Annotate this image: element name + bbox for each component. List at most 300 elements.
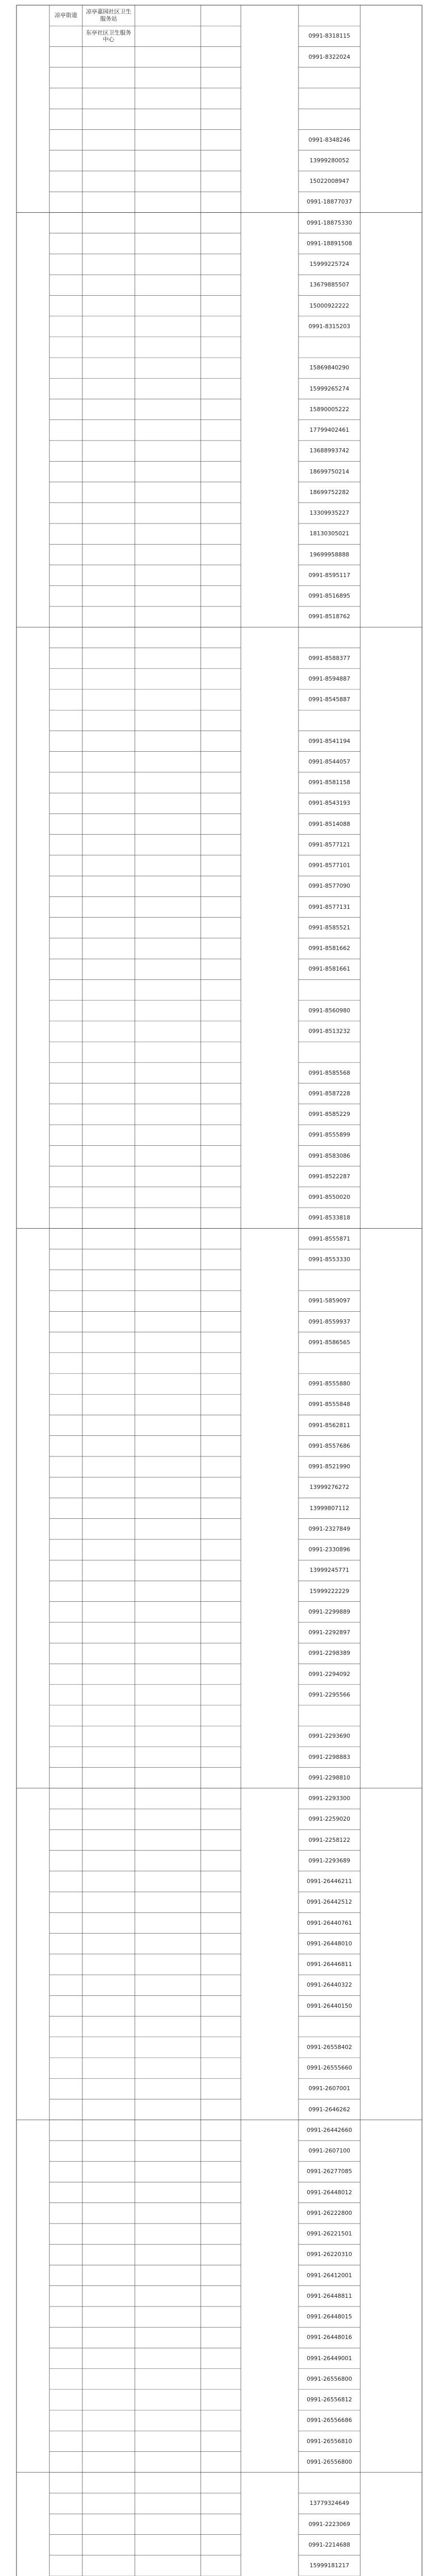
cell-site: [82, 1975, 135, 1995]
cell-street: [49, 461, 82, 482]
cell-street: [49, 689, 82, 710]
cell-phone: 0991-2298883: [308, 1753, 350, 1760]
cell-street: [49, 1768, 82, 1788]
cell-address: [135, 2555, 201, 2576]
cell-address: [135, 1415, 201, 1435]
cell-street: [49, 2348, 82, 2368]
cell-address: [135, 1001, 201, 1021]
cell-street: [49, 2120, 82, 2141]
cell-phone: 0991-2607001: [308, 2085, 350, 2092]
cell-address: [135, 1477, 201, 1498]
cell-phone: 0991-8557686: [308, 1442, 350, 1449]
cell-address: [135, 1851, 201, 1871]
cell-site: [82, 2224, 135, 2244]
cell-phone: 13999245771: [309, 1567, 349, 1574]
cell-address: [135, 2120, 201, 2141]
cell-site: [82, 1311, 135, 1332]
cell-phone: 0991-8587228: [308, 1090, 350, 1097]
cell-address: [135, 171, 201, 192]
cell-site: [82, 1726, 135, 1747]
cell-street: [49, 275, 82, 295]
cell-site: [82, 440, 135, 461]
cell-site: [82, 2369, 135, 2389]
cell-street: [49, 1581, 82, 1601]
cell-address: [135, 2327, 201, 2348]
cell-site: [82, 689, 135, 710]
cell-phone: 0991-8555848: [308, 1401, 350, 1408]
cell-phone: [298, 627, 360, 648]
cell-address: [135, 233, 201, 254]
cell-site: [82, 88, 135, 109]
cell-site: [82, 752, 135, 772]
cell-address: [135, 2389, 201, 2410]
cell-street: [49, 814, 82, 834]
cell-street: [49, 1975, 82, 1995]
cell-street: [49, 2161, 82, 2182]
cell-address: [135, 606, 201, 627]
cell-site: [82, 150, 135, 171]
cell-address: [135, 1187, 201, 1208]
cell-site: [82, 1829, 135, 1850]
cell-street: [49, 192, 82, 212]
cell-street: [49, 772, 82, 793]
cell-address: [135, 1975, 201, 1995]
cell-phone: 0991-2298810: [308, 1774, 350, 1781]
cell-site: [82, 1083, 135, 1104]
cell-phone: 0991-26448016: [307, 2334, 352, 2341]
cell-address: [135, 855, 201, 876]
cell-phone: 0991-8555899: [308, 1131, 350, 1139]
cell-address: [135, 275, 201, 295]
cell-address: [135, 2224, 201, 2244]
cell-street: [49, 1394, 82, 1415]
cell-address: [135, 1912, 201, 1933]
cell-site: [82, 1912, 135, 1933]
cell-phone: 13309935227: [309, 510, 349, 517]
cell-phone: 0991-8516895: [308, 592, 350, 600]
cell-site: [82, 275, 135, 295]
cell-street: [49, 1851, 82, 1871]
cell-site: [82, 876, 135, 896]
cell-address: [135, 378, 201, 399]
cell-site: [82, 586, 135, 606]
cell-street: [49, 2535, 82, 2555]
cell-phone: 0991-2223069: [308, 2520, 350, 2528]
cell-street: [49, 1125, 82, 1145]
cell-address: [135, 1456, 201, 1477]
cell-address: [135, 2369, 201, 2389]
cell-site: [82, 1581, 135, 1601]
cell-phone: 0991-8555871: [308, 1235, 350, 1242]
cell-phone: 15000922222: [309, 302, 349, 309]
cell-address: [135, 2307, 201, 2327]
cell-address: [135, 295, 201, 316]
cell-site: [82, 544, 135, 565]
cell-phone: 15999225724: [309, 261, 349, 268]
cell-street: [49, 959, 82, 979]
cell-street: [49, 2265, 82, 2285]
cell-phone: 0991-8533818: [308, 1214, 350, 1222]
cell-street: [49, 1249, 82, 1270]
cell-address: [135, 793, 201, 814]
cell-address: [135, 2016, 201, 2037]
cell-address: [135, 1291, 201, 1311]
cell-phone: 0991-26221501: [307, 2230, 352, 2238]
cell-address: [135, 1353, 201, 1374]
cell-phone: 0991-26556812: [307, 2396, 352, 2403]
cell-phone: 0991-26442512: [307, 1899, 352, 1906]
cell-phone: 0991-26448010: [307, 1940, 352, 1947]
cell-phone: 0991-26448012: [307, 2189, 352, 2196]
cell-phone: 0991-2259020: [308, 1816, 350, 1823]
cell-street: [49, 2555, 82, 2576]
cell-site: [82, 1125, 135, 1145]
cell-address: [135, 565, 201, 586]
cell-site: 凉亭嘉园社区卫生服务站: [86, 8, 131, 23]
cell-street: [49, 254, 82, 275]
cell-address: [135, 2099, 201, 2120]
cell-site: [82, 212, 135, 233]
cell-street: [49, 420, 82, 440]
cell-site: [82, 1062, 135, 1083]
cell-address: [135, 1519, 201, 1539]
cell-street: [49, 399, 82, 420]
cell-site: [82, 1498, 135, 1518]
cell-street: [49, 316, 82, 337]
cell-street: [49, 1871, 82, 1892]
cell-street: [49, 1311, 82, 1332]
cell-address: [135, 399, 201, 420]
cell-site: [82, 1291, 135, 1311]
cell-phone: [298, 109, 360, 129]
cell-phone: 0991-8581662: [308, 945, 350, 952]
cell-address: [135, 212, 201, 233]
cell-address: [135, 254, 201, 275]
cell-address: [135, 772, 201, 793]
cell-site: [82, 1664, 135, 1684]
cell-street: [49, 2203, 82, 2224]
cell-address: [135, 46, 201, 67]
cell-phone: 0991-5859097: [308, 1297, 350, 1304]
cell-phone: 18699750214: [309, 468, 349, 475]
cell-phone: 0991-8322024: [308, 53, 350, 60]
cell-site: [82, 1519, 135, 1539]
cell-street: [49, 2182, 82, 2202]
cell-street: [49, 523, 82, 544]
cell-site: [82, 2099, 135, 2120]
cell-site: [82, 1934, 135, 1954]
cell-address: [135, 1705, 201, 1726]
cell-site: [82, 1995, 135, 2016]
cell-address: [135, 523, 201, 544]
cell-address: [135, 67, 201, 88]
cell-phone: 0991-8577121: [308, 841, 350, 848]
cell-site: [82, 1374, 135, 1394]
cell-site: [82, 1021, 135, 1042]
cell-address: [135, 129, 201, 150]
cell-street: [49, 1602, 82, 1622]
cell-street: [49, 2058, 82, 2078]
cell-street: [49, 2369, 82, 2389]
cell-site: [82, 1747, 135, 1767]
cell-street: [49, 1643, 82, 1664]
cell-site: [82, 1001, 135, 1021]
cell-phone: 0991-18877037: [307, 198, 352, 206]
cell-street: [49, 482, 82, 503]
cell-address: [135, 835, 201, 855]
cell-street: [49, 1892, 82, 1912]
cell-address: [135, 1208, 201, 1228]
cell-phone: 13779324649: [309, 2500, 349, 2507]
cell-site: [82, 1436, 135, 1456]
cell-street: [49, 606, 82, 627]
cell-site: [82, 171, 135, 192]
cell-street: [49, 1788, 82, 1809]
cell-address: [135, 2410, 201, 2431]
cell-street: [49, 1995, 82, 2016]
cell-street: [49, 1270, 82, 1291]
cell-address: [135, 752, 201, 772]
cell-street: [49, 1228, 82, 1249]
cell-site: [82, 648, 135, 669]
cell-address: [135, 918, 201, 938]
cell-site: [82, 2016, 135, 2037]
cell-site: [82, 896, 135, 917]
cell-address: [135, 2431, 201, 2451]
cell-site: [82, 2472, 135, 2493]
cell-address: [135, 192, 201, 212]
cell-phone: 0991-8553330: [308, 1256, 350, 1263]
cell-site: [82, 67, 135, 88]
cell-phone: 0991-2295566: [308, 1691, 350, 1698]
cell-phone: 0991-8577101: [308, 862, 350, 869]
cell-address: [135, 1643, 201, 1664]
cell-address: [135, 1270, 201, 1291]
cell-phone: 0991-8544057: [308, 758, 350, 765]
cell-address: [135, 2265, 201, 2285]
cell-site: [82, 1456, 135, 1477]
cell-street: [49, 979, 82, 1000]
cell-phone: 0991-8581158: [308, 779, 350, 786]
cell-street: [49, 358, 82, 378]
cell-phone: 0991-8348246: [308, 136, 350, 143]
cell-address: [135, 1311, 201, 1332]
cell-phone: 0991-26277085: [307, 2168, 352, 2175]
cell-street: [49, 1104, 82, 1125]
cell-phone: [298, 67, 360, 88]
cell-phone: 0991-26448811: [307, 2292, 352, 2299]
cell-site: [82, 793, 135, 814]
cell-phone: 0991-2293690: [308, 1733, 350, 1740]
cell-site: [82, 461, 135, 482]
cell-phone: 0991-2327849: [308, 1525, 350, 1532]
cell-street: [49, 1685, 82, 1705]
cell-address: [135, 5, 201, 26]
cell-site: [82, 482, 135, 503]
cell-street: [49, 1021, 82, 1042]
cell-street: [49, 2493, 82, 2514]
cell-street: [49, 1415, 82, 1435]
cell-phone: 0991-2214688: [308, 2541, 350, 2548]
cell-site: [82, 1622, 135, 1643]
cell-street: [49, 1477, 82, 1498]
cell-street: [49, 1664, 82, 1684]
cell-phone: 13999280052: [309, 157, 349, 164]
cell-address: [135, 2535, 201, 2555]
cell-address: [135, 2058, 201, 2078]
cell-phone: 0991-8518762: [308, 613, 350, 620]
cell-site: [82, 2037, 135, 2058]
cell-phone: 18699752282: [309, 488, 349, 496]
cell-address: [135, 2203, 201, 2224]
cell-address: [135, 503, 201, 523]
cell-phone: 0991-26556810: [307, 2437, 352, 2445]
cell-street: [49, 109, 82, 129]
cell-street: [49, 896, 82, 917]
cell-street: 凉亭街道: [55, 12, 77, 19]
cell-phone: 0991-2293689: [308, 1857, 350, 1864]
cell-address: [135, 669, 201, 689]
cell-street: [49, 26, 82, 46]
cell-street: [49, 1809, 82, 1829]
cell-site: [82, 1705, 135, 1726]
cell-street: [49, 1519, 82, 1539]
cell-address: [135, 2161, 201, 2182]
cell-address: [135, 959, 201, 979]
cell-site: [82, 2265, 135, 2285]
cell-address: [135, 2286, 201, 2307]
cell-phone: 0991-26556800: [307, 2458, 352, 2465]
cell-address: [135, 2182, 201, 2202]
cell-phone: 0991-26556800: [307, 2375, 352, 2382]
cell-street: [49, 2431, 82, 2451]
cell-site: [82, 1166, 135, 1187]
cell-phone: 15999265274: [309, 385, 349, 392]
cell-site: [82, 731, 135, 751]
cell-site: [82, 1145, 135, 1166]
cell-phone: 0991-26442660: [307, 2126, 352, 2133]
cell-phone: [298, 1270, 360, 1291]
cell-street: [49, 1187, 82, 1208]
cell-site: [82, 2452, 135, 2472]
cell-site: [82, 358, 135, 378]
cell-site: [82, 109, 135, 129]
cell-site: [82, 192, 135, 212]
cell-street: [49, 2410, 82, 2431]
cell-site: [82, 2141, 135, 2161]
cell-site: [82, 2244, 135, 2265]
cell-site: [82, 2182, 135, 2202]
cell-street: [49, 1374, 82, 1394]
cell-street: [49, 2514, 82, 2534]
cell-address: [135, 1954, 201, 1975]
cell-street: [49, 129, 82, 150]
cell-site: [82, 2389, 135, 2410]
cell-site: [82, 2058, 135, 2078]
cell-site: [82, 1788, 135, 1809]
cell-address: [135, 1622, 201, 1643]
cell-address: [135, 440, 201, 461]
cell-street: [49, 1042, 82, 1062]
cell-address: [135, 1498, 201, 1518]
cell-site: [82, 2431, 135, 2451]
cell-address: [135, 731, 201, 751]
cell-site: [82, 938, 135, 959]
cell-street: [49, 1747, 82, 1767]
cell-phone: 0991-2646262: [308, 2106, 350, 2113]
cell-street: [49, 378, 82, 399]
cell-site: [82, 918, 135, 938]
cell-phone: 0991-8585229: [308, 1111, 350, 1118]
cell-phone: 0991-8315203: [308, 323, 350, 330]
cell-address: [135, 1394, 201, 1415]
cell-phone: [298, 2472, 360, 2493]
cell-phone: 0991-8513232: [308, 1028, 350, 1035]
cell-site: [82, 295, 135, 316]
cell-street: [49, 1912, 82, 1933]
cell-street: [49, 1208, 82, 1228]
cell-phone: [298, 88, 360, 109]
cell-phone: 0991-8581661: [308, 965, 350, 973]
cell-phone: 15869840290: [309, 364, 349, 371]
cell-address: [135, 1539, 201, 1560]
cell-street: [49, 2078, 82, 2099]
cell-address: [135, 1768, 201, 1788]
cell-street: [49, 1062, 82, 1083]
cell-street: [49, 918, 82, 938]
cell-address: [135, 1125, 201, 1145]
cell-phone: 0991-26449001: [307, 2354, 352, 2362]
cell-street: [49, 88, 82, 109]
cell-phone: 0991-2607100: [308, 2147, 350, 2155]
cell-address: [135, 1685, 201, 1705]
cell-address: [135, 1809, 201, 1829]
cell-address: [135, 896, 201, 917]
cell-address: [135, 482, 201, 503]
cell-phone: 13688993742: [309, 447, 349, 454]
cell-site: [82, 316, 135, 337]
cell-phone: 17799402461: [309, 427, 349, 434]
cell-address: [135, 544, 201, 565]
cell-phone: 0991-26448015: [307, 2313, 352, 2320]
cell-street: [49, 1498, 82, 1518]
cell-street: [49, 835, 82, 855]
cell-phone: 0991-8560980: [308, 1007, 350, 1014]
cell-phone: 0991-8559937: [308, 1318, 350, 1325]
cell-site: [82, 1851, 135, 1871]
cell-address: [135, 1829, 201, 1850]
cell-address: [135, 1995, 201, 2016]
cell-address: [135, 1788, 201, 1809]
cell-site: [82, 1042, 135, 1062]
cell-address: [135, 1374, 201, 1394]
cell-street: [49, 544, 82, 565]
cell-street: [49, 440, 82, 461]
cell-phone: 19699958888: [309, 551, 349, 558]
cell-phone: 15999222229: [309, 1587, 349, 1595]
cell-site: [82, 1871, 135, 1892]
cell-phone: 15890005222: [309, 405, 349, 413]
cell-address: [135, 1436, 201, 1456]
cell-site: [82, 2410, 135, 2431]
cell-site: [82, 1249, 135, 1270]
cell-phone: 0991-8543193: [308, 800, 350, 807]
cell-phone: 0991-8522287: [308, 1173, 350, 1180]
cell-address: [135, 420, 201, 440]
cell-street: [49, 212, 82, 233]
cell-phone: 0991-8585521: [308, 924, 350, 931]
cell-address: [135, 2037, 201, 2058]
